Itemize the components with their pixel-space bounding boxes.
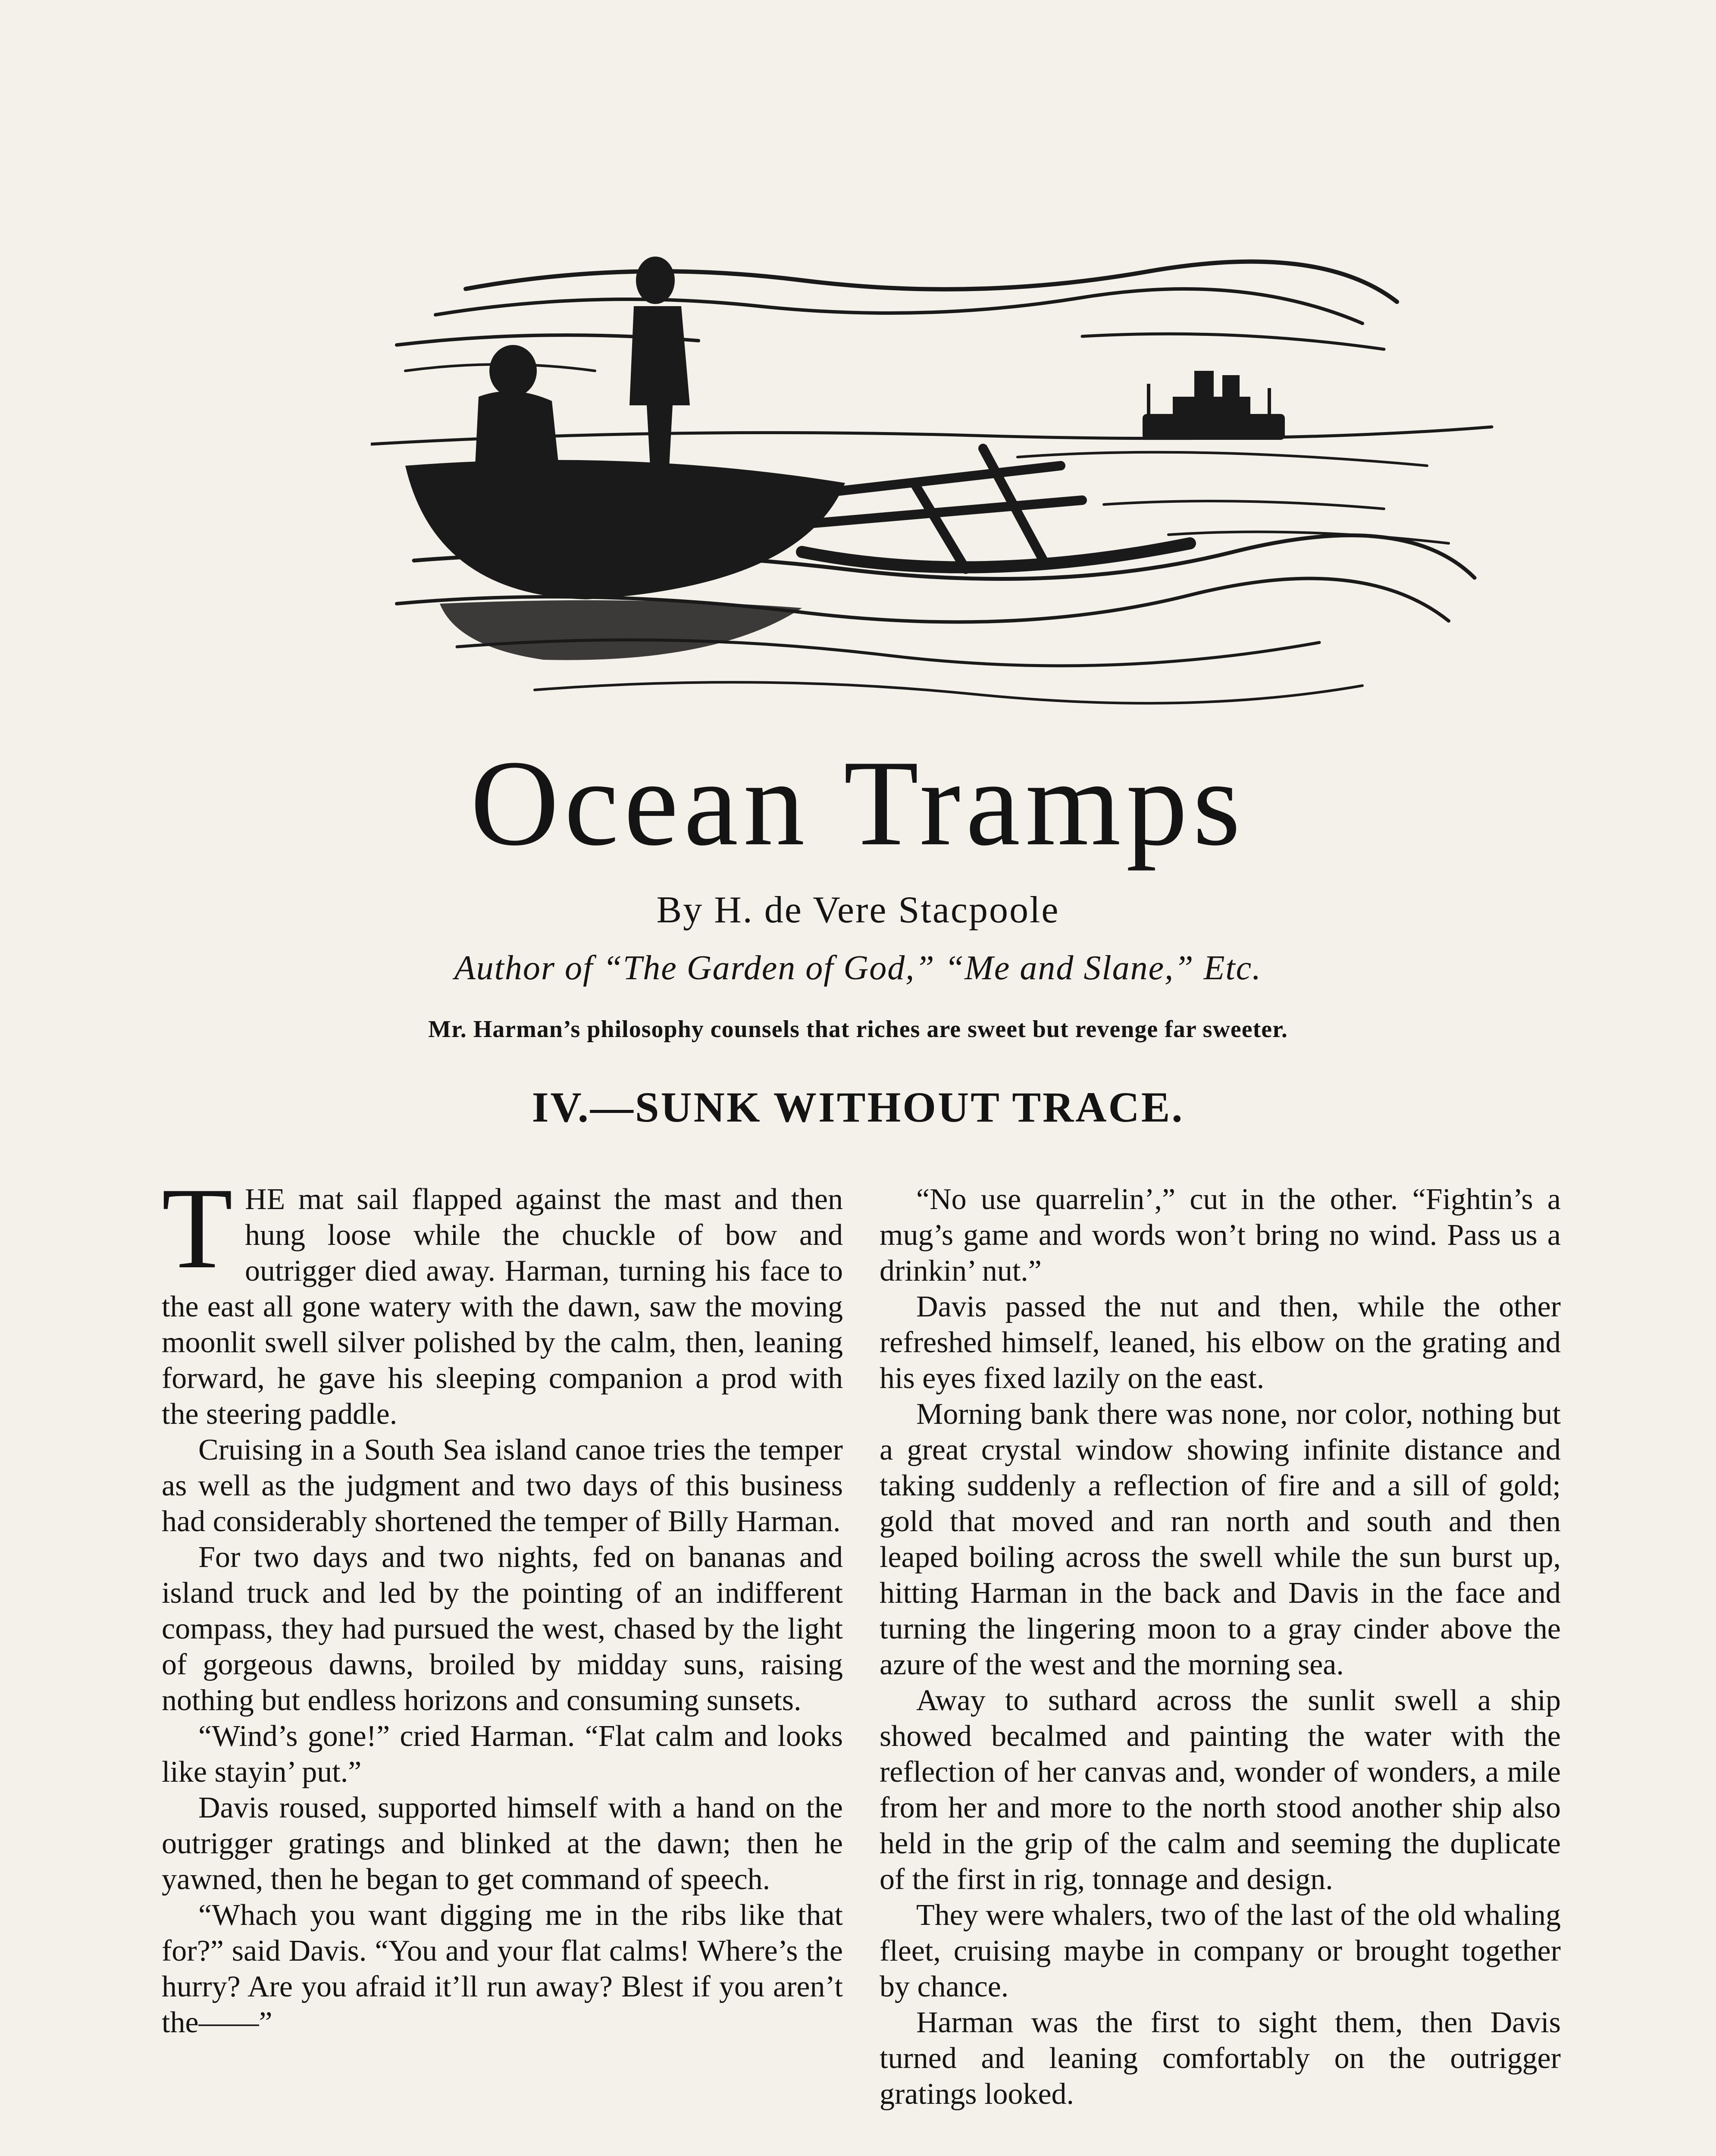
paragraph: For two days and two nights, fed on bananas and island truck and led by the pointing of an indifferent compass, they had pursued the west, chased by the light of gorgeous dawns, broiled by midday suns, raising nothing but endless horizons and consuming sunsets. bbox=[162, 1541, 843, 1717]
paragraph: Davis passed the nut and then, while the other refreshed himself, leaned, his elbow on the grating and his eyes fixed lazily on the east. bbox=[880, 1290, 1561, 1395]
right-column bbox=[880, 1181, 1561, 2112]
paragraph: “No use quarrelin’,” cut in the other. “Fightin’s a mug’s game and words won’t bring no wind. Pass us a drinkin’ nut.” bbox=[880, 1183, 1561, 1288]
paragraph: Harman was the first to sight them, then Davis turned and leaning comfortably on the outrigger gratings looked. bbox=[880, 2006, 1561, 2111]
canoe-and-steamship-illustration-icon bbox=[371, 241, 1500, 729]
byline: By H. de Vere Stacpoole bbox=[656, 889, 1060, 931]
article-title: Ocean Tramps bbox=[470, 735, 1246, 871]
paragraph: Cruising in a South Sea island canoe tries the temper as well as the judgment and two days of this business had considerably shortened the temper of Billy Harman. bbox=[162, 1433, 843, 1538]
author-credits: Author of “The Garden of God,” “Me and Slane,” Etc. bbox=[454, 949, 1262, 987]
paragraph-text: HE mat sail flapped against the mast and then hung loose while the chuckle of bow and outrigger died away. Harman, turning his face to the east all gone watery with the dawn, saw the moving moonlit swell silver polished by the calm, then, leaning forward, he gave his sleeping companion a prod with the steering paddle. bbox=[162, 1183, 843, 1431]
paragraph: They were whalers, two of the last of the old whaling fleet, cruising maybe in company or brought together by chance. bbox=[880, 1899, 1561, 2003]
paragraph: Away to suthard across the sunlit swell a ship showed becalmed and painting the water with the reflection of her canvas and, wonder of wonders, a mile from her and more to the north stood another ship also held in the grip of the calm and seeming the duplicate of the first in rig, tonnage and design. bbox=[880, 1684, 1561, 1896]
paragraph: “Whach you want digging me in the ribs like that for?” said Davis. “You and your flat calms! Where’s the hurry? Are you afraid it’ll run away? Blest if you aren’t the——” bbox=[162, 1899, 843, 2039]
paragraph: Morning bank there was none, nor color, nothing but a great crystal window showing infinite distance and taking suddenly a reflection of fire and a sill of gold; gold that moved and ran north and south and then leaped boiling across the swell while the sun burst up, hitting Harman in the back and Davis in the face and turning the lingering moon to a gray cinder above the azure of the west and the morning sea. bbox=[880, 1398, 1561, 1681]
paragraph bbox=[162, 1164, 843, 1432]
drop-cap: T bbox=[162, 1164, 233, 1293]
paragraph: Davis roused, supported himself with a hand on the outrigger gratings and blinked at the dawn; then he yawned, then he began to get command of speech. bbox=[162, 1791, 843, 1896]
paragraph: “Wind’s gone!” cried Harman. “Flat calm and looks like stayin’ put.” bbox=[162, 1720, 843, 1789]
left-column bbox=[162, 1164, 843, 2040]
tagline: Mr. Harman’s philosophy counsels that riches are sweet but revenge far sweeter. bbox=[428, 1016, 1288, 1043]
section-heading: IV.—SUNK WITHOUT TRACE. bbox=[532, 1083, 1184, 1131]
